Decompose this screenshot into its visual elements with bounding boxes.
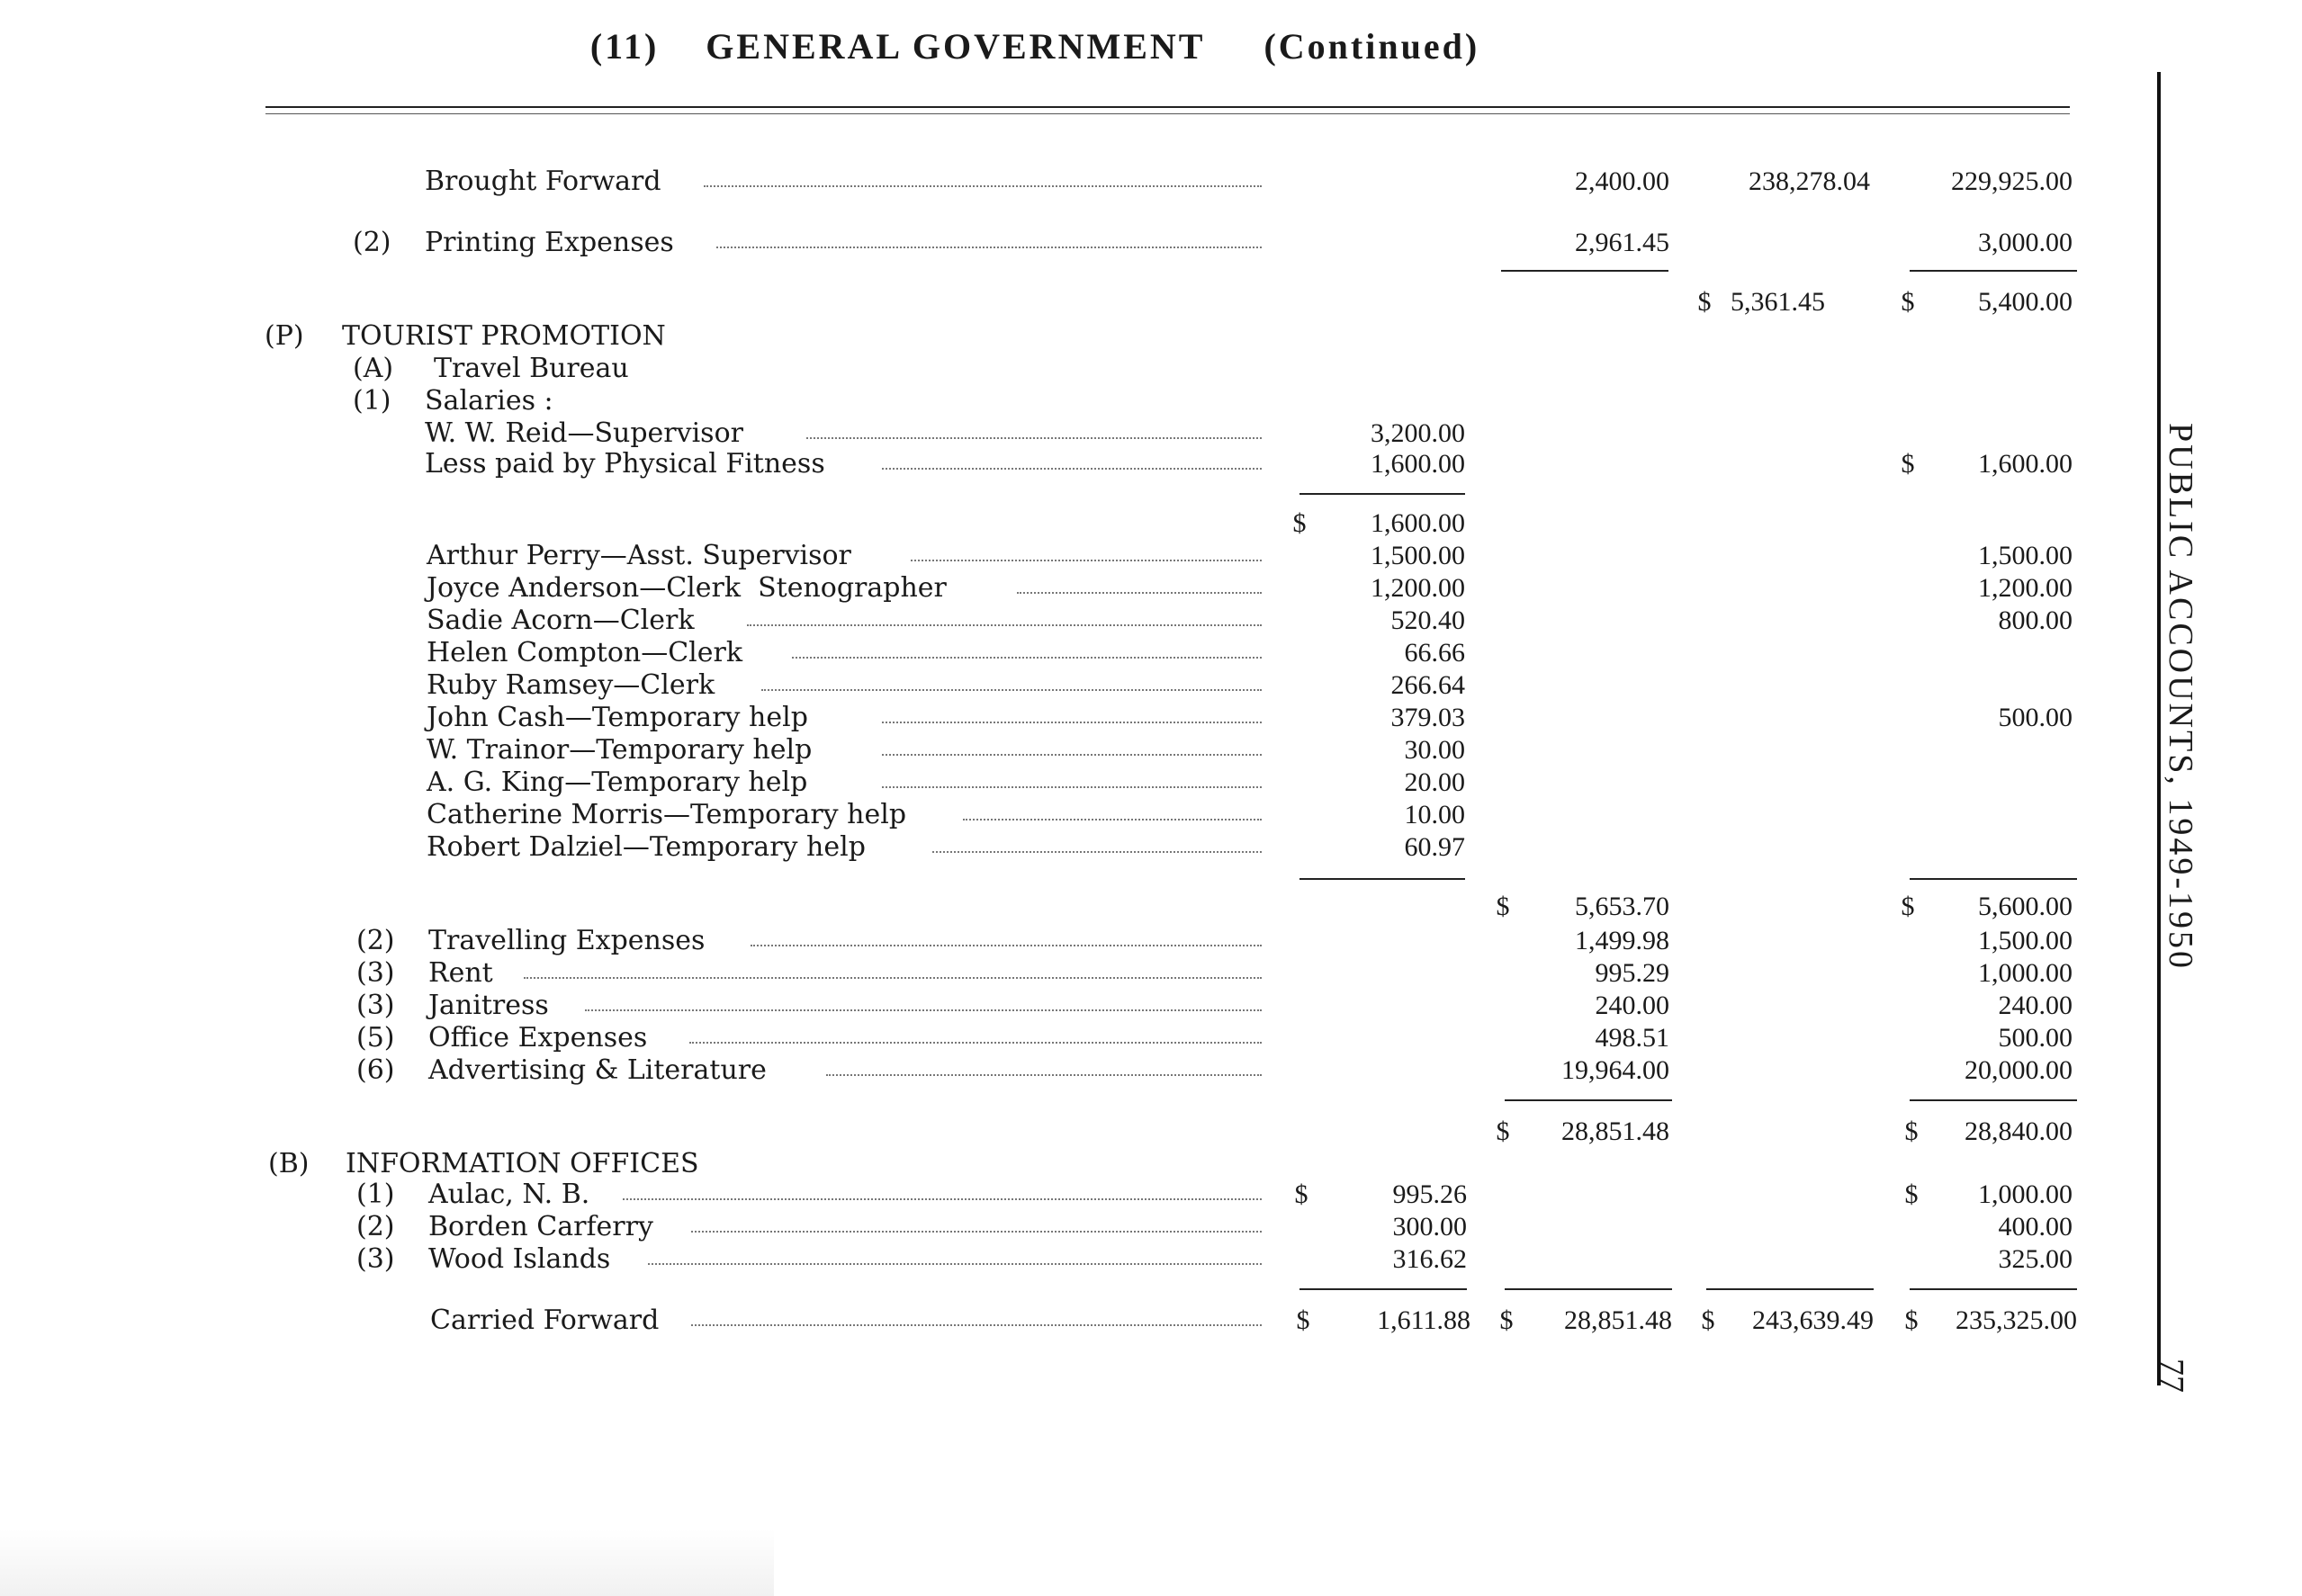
dot-leader — [524, 977, 1262, 979]
dot-leader — [751, 945, 1262, 946]
section-heading: TOURIST PROMOTION — [342, 320, 666, 352]
row-label: Robert Dalziel—Temporary help — [427, 831, 866, 863]
section-code: (B) — [268, 1148, 310, 1179]
sum-rule — [1299, 878, 1465, 880]
row-label: Less paid by Physical Fitness — [425, 448, 825, 480]
dollar-sign: $ — [1292, 508, 1307, 538]
amount-col2: 2,400.00 — [1575, 166, 1669, 196]
amount-col1: 266.64 — [1390, 670, 1465, 700]
row-label: Janitress — [428, 990, 549, 1021]
dollar-sign: $ — [1294, 1179, 1308, 1209]
dollar-sign: $ — [1499, 1305, 1514, 1335]
amount-col4: 1,500.00 — [1978, 541, 2073, 570]
amount-col4: 229,925.00 — [1951, 166, 2073, 196]
item-number: (1) — [353, 385, 391, 417]
amount-col1: 520.40 — [1390, 605, 1465, 635]
dot-leader — [747, 624, 1262, 626]
dot-leader — [882, 468, 1262, 470]
amount-col1: 379.03 — [1390, 703, 1465, 732]
dot-leader — [623, 1198, 1262, 1200]
running-title: PUBLIC ACCOUNTS, 1949-1950 — [2162, 423, 2199, 971]
sum-rule — [1910, 1099, 2077, 1101]
dot-leader — [882, 786, 1262, 788]
dot-leader — [1017, 592, 1262, 594]
row-label: A. G. King—Temporary help — [427, 767, 808, 798]
dollar-sign: $ — [1496, 892, 1510, 921]
amount-col4: 20,000.00 — [1965, 1055, 2073, 1085]
amount-col1: 3,200.00 — [1371, 418, 1465, 448]
dot-leader — [716, 247, 1262, 248]
item-number: (6) — [356, 1054, 395, 1086]
dot-leader — [911, 560, 1262, 561]
amount-col4: 235,325.00 — [1956, 1305, 2077, 1335]
amount-col4: 1,000.00 — [1978, 1179, 2073, 1209]
item-number: (1) — [356, 1179, 395, 1210]
subsection-heading: INFORMATION OFFICES — [346, 1148, 699, 1179]
subsection-heading: Travel Bureau — [434, 353, 629, 384]
sum-rule — [1910, 1288, 2077, 1290]
sum-rule — [1910, 270, 2077, 272]
dot-leader — [689, 1042, 1262, 1044]
amount-col4: 400.00 — [1998, 1212, 2073, 1242]
dot-leader — [585, 1009, 1262, 1011]
amount-col1: 1,611.88 — [1377, 1305, 1470, 1335]
page-number: 77 — [2153, 1358, 2190, 1393]
sum-rule — [1501, 270, 1668, 272]
amount-col3: 243,639.49 — [1752, 1305, 1874, 1335]
item-number: (3) — [356, 957, 395, 989]
amount-col4: 5,400.00 — [1978, 287, 2073, 317]
page-header — [0, 25, 2070, 67]
row-label: Catherine Morris—Temporary help — [427, 799, 907, 830]
row-label: Travelling Expenses — [428, 925, 706, 956]
row-label: Office Expenses — [428, 1022, 648, 1054]
amount-col1: 30.00 — [1404, 735, 1465, 765]
dot-leader — [691, 1324, 1262, 1326]
dot-leader — [932, 851, 1262, 853]
scan-shadow — [0, 1529, 774, 1596]
amount-col2: 28,851.48 — [1561, 1116, 1669, 1146]
amount-col4: 1,600.00 — [1978, 449, 2073, 479]
amount-col4: 325.00 — [1998, 1244, 2073, 1274]
amount-col2: 240.00 — [1595, 991, 1669, 1020]
row-label: Sadie Acorn—Clerk — [427, 605, 695, 636]
item-number: (5) — [356, 1022, 395, 1054]
row-label: Joyce Anderson—Clerk Stenographer — [427, 572, 947, 604]
dot-leader — [648, 1263, 1262, 1265]
sum-rule — [1299, 493, 1465, 495]
header-rule-bottom — [265, 113, 2070, 114]
row-label: W. W. Reid—Supervisor — [425, 417, 743, 449]
amount-col4: 240.00 — [1998, 991, 2073, 1020]
dollar-sign: $ — [1901, 892, 1915, 921]
row-label: Wood Islands — [428, 1243, 611, 1275]
amount-col4: 1,000.00 — [1978, 958, 2073, 988]
dollar-sign: $ — [1904, 1305, 1919, 1335]
amount-col4: 800.00 — [1998, 605, 2073, 635]
dot-leader — [882, 754, 1262, 756]
amount-col1: 316.62 — [1392, 1244, 1467, 1274]
row-label: Aulac, N. B. — [428, 1179, 590, 1210]
row-label: Borden Carferry — [428, 1211, 653, 1242]
amount-col4: 1,200.00 — [1978, 573, 2073, 603]
amount-col1: 66.66 — [1404, 638, 1465, 668]
row-label: Rent — [428, 957, 493, 989]
amount-col4: 500.00 — [1998, 1023, 2073, 1053]
continued-label: (Continued) — [1263, 26, 1480, 67]
amount-col1: 1,600.00 — [1371, 449, 1465, 479]
amount-col2: 28,851.48 — [1564, 1305, 1672, 1335]
amount-col2: 2,961.45 — [1575, 228, 1669, 257]
header-rule-top — [265, 106, 2070, 108]
amount-col1: 1,500.00 — [1371, 541, 1465, 570]
dot-leader — [704, 185, 1262, 187]
sum-rule — [1505, 1288, 1672, 1290]
amount-col3: 238,278.04 — [1749, 166, 1870, 196]
item-number: (3) — [356, 1243, 395, 1275]
row-label: W. Trainor—Temporary help — [427, 734, 813, 766]
amount-col4: 5,600.00 — [1978, 892, 2073, 921]
amount-col2: 498.51 — [1595, 1023, 1669, 1053]
sum-rule — [1706, 1288, 1874, 1290]
amount-col1: 10.00 — [1404, 800, 1465, 829]
dot-leader — [963, 819, 1262, 820]
amount-col1: 995.26 — [1392, 1179, 1467, 1209]
amount-col1: 20.00 — [1404, 767, 1465, 797]
amount-col2: 19,964.00 — [1561, 1055, 1669, 1085]
dollar-sign: $ — [1904, 1116, 1919, 1146]
amount-col3: 5,361.45 — [1731, 287, 1825, 317]
dollar-sign: $ — [1697, 287, 1712, 317]
row-label: Arthur Perry—Asst. Supervisor — [427, 540, 851, 571]
row-label: Helen Compton—Clerk — [427, 637, 743, 668]
sum-rule — [1299, 1288, 1467, 1290]
sum-rule — [1910, 878, 2077, 880]
item-number: (2) — [356, 1211, 395, 1242]
dollar-sign: $ — [1701, 1305, 1715, 1335]
item-number: (3) — [356, 990, 395, 1021]
amount-col2: 1,499.98 — [1575, 926, 1669, 955]
section-number: (11) — [589, 26, 660, 67]
amount-col4: 28,840.00 — [1965, 1116, 2073, 1146]
section-code: (P) — [265, 320, 304, 352]
dollar-sign: $ — [1901, 287, 1915, 317]
item-number: (2) — [356, 925, 395, 956]
amount-col1: 300.00 — [1392, 1212, 1467, 1242]
row-label: Printing Expenses — [425, 227, 674, 258]
dollar-sign: $ — [1904, 1179, 1919, 1209]
dot-leader — [792, 657, 1262, 659]
row-label: Brought Forward — [425, 166, 661, 197]
amount-col1: 60.97 — [1404, 832, 1465, 862]
dollar-sign: $ — [1496, 1116, 1510, 1146]
row-label: Advertising & Literature — [428, 1054, 767, 1086]
row-label: Ruby Ramsey—Clerk — [427, 669, 715, 701]
subsection-code: (A) — [353, 353, 394, 384]
amount-col4: 3,000.00 — [1978, 228, 2073, 257]
dot-leader — [691, 1231, 1262, 1233]
row-label: Salaries : — [425, 385, 553, 417]
dot-leader — [826, 1074, 1262, 1076]
amount-col1: 1,200.00 — [1371, 573, 1465, 603]
item-number: (2) — [353, 227, 391, 258]
amount-col2: 5,653.70 — [1575, 892, 1669, 921]
row-label: John Cash—Temporary help — [427, 702, 808, 733]
dollar-sign: $ — [1296, 1305, 1310, 1335]
dot-leader — [882, 722, 1262, 723]
dot-leader — [806, 437, 1262, 439]
sum-rule — [1505, 1099, 1672, 1101]
row-label: Carried Forward — [430, 1305, 660, 1336]
dot-leader — [761, 689, 1262, 691]
dollar-sign: $ — [1901, 449, 1915, 479]
amount-col4: 1,500.00 — [1978, 926, 2073, 955]
section-title: GENERAL GOVERNMENT — [706, 26, 1206, 67]
amount-col4: 500.00 — [1998, 703, 2073, 732]
amount-col1: 1,600.00 — [1371, 508, 1465, 538]
amount-col2: 995.29 — [1595, 958, 1669, 988]
